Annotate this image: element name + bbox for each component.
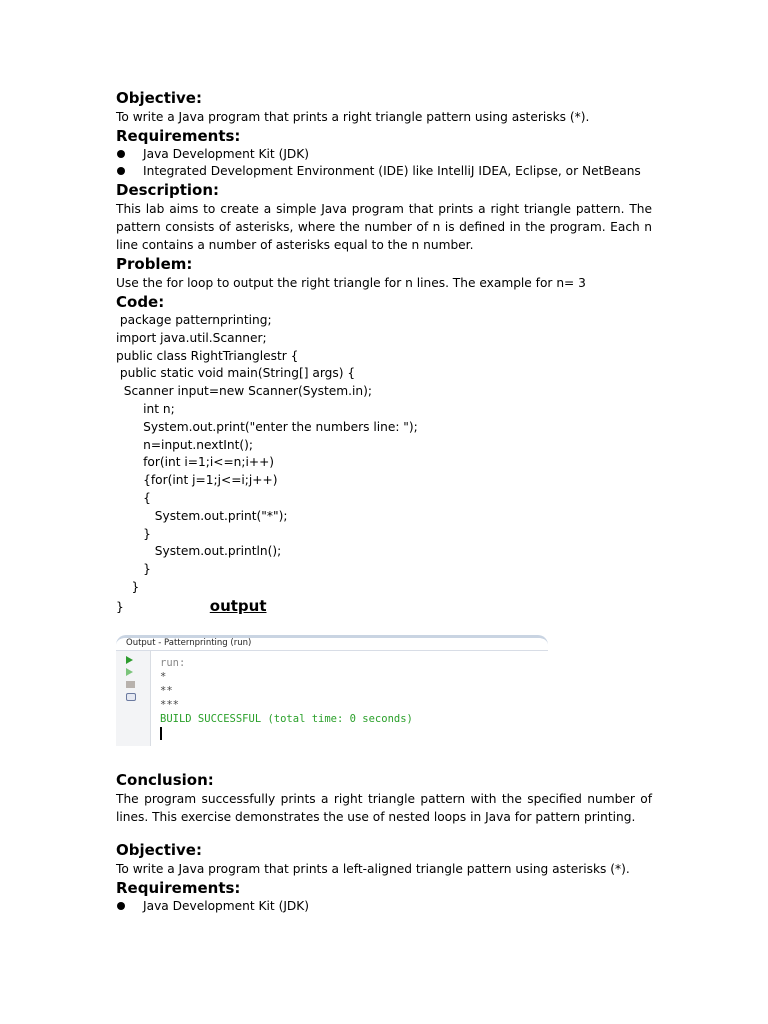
code-block — [116, 312, 652, 617]
code-line: } — [116, 579, 140, 594]
code-line: System.out.println(); — [116, 544, 282, 559]
problem-heading: Problem: — [116, 255, 193, 273]
console-line: *** — [160, 698, 179, 711]
code-line: n=input.nextInt(); — [116, 437, 253, 452]
requirements-heading: Requirements: — [116, 878, 241, 897]
rerun-with-params-icon — [126, 668, 133, 676]
code-line: {for(int j=1;j<=i;j++) — [116, 473, 278, 488]
code-line: public static void main(String[] args) { — [116, 366, 356, 381]
output-window-title: Output - Patternprinting (run) — [116, 638, 548, 651]
requirements-list — [116, 146, 652, 180]
code-line: import java.util.Scanner; — [116, 330, 267, 345]
console-line: run: — [160, 656, 186, 669]
code-closing-brace: } — [116, 599, 124, 614]
objective-heading: Objective: — [116, 840, 202, 859]
spacer — [116, 746, 652, 756]
bullet-icon — [117, 150, 125, 158]
code-heading: Code: — [116, 293, 165, 311]
document-page — [116, 88, 652, 915]
objective-text: To write a Java program that prints a right triangle pattern using asterisks (*). — [116, 110, 590, 124]
output-screenshot — [116, 635, 548, 746]
requirements-heading: Requirements: — [116, 127, 241, 145]
requirements-list — [116, 898, 652, 915]
requirement-item: Java Development Kit (JDK) — [116, 898, 652, 915]
code-line: System.out.print("enter the numbers line: "); — [116, 419, 418, 434]
code-line: Scanner input=new Scanner(System.in); — [116, 384, 373, 399]
code-line: for(int i=1;i<=n;i++) — [116, 455, 275, 470]
objective-heading: Objective: — [116, 89, 202, 107]
conclusion-text: The program successfully prints a right triangle pattern with the specified number of lines. This exercise demonstrates the use of nested loops in Java for pattern printing. — [116, 791, 652, 824]
bullet-icon — [117, 902, 125, 910]
code-line: public class RightTrianglestr { — [116, 348, 299, 363]
code-line: } — [116, 526, 151, 541]
code-line: int n; — [116, 401, 175, 416]
conclusion-heading: Conclusion: — [116, 770, 214, 789]
settings-icon — [126, 693, 136, 701]
rerun-icon — [126, 656, 133, 664]
code-line: package patternprinting; — [116, 313, 272, 327]
output-toolbar — [116, 651, 151, 746]
requirement-item: Integrated Development Environment (IDE) like IntelliJ IDEA, Eclipse, or NetBeans — [116, 163, 652, 180]
description-heading: Description: — [116, 181, 220, 199]
problem-text: Use the for loop to output the right triangle for n lines. The example for n= 3 — [116, 276, 586, 290]
description-text: This lab aims to create a simple Java program that prints a right triangle pattern. The pattern consists of asterisks, where the number of n is defined in the program. Each n line contains a number of asterisks equal to the n number. — [116, 202, 652, 252]
code-line: System.out.print("*"); — [116, 508, 288, 523]
console-line: ** — [160, 684, 173, 697]
output-label: output — [209, 596, 267, 615]
code-last-row — [116, 597, 652, 617]
bullet-icon — [117, 167, 125, 175]
console-output — [160, 656, 413, 740]
code-line: } — [116, 562, 151, 577]
objective-text: To write a Java program that prints a left-aligned triangle pattern using asterisks (*). — [116, 861, 630, 876]
text-caret — [160, 727, 162, 740]
requirement-item: Java Development Kit (JDK) — [116, 146, 652, 163]
stop-icon — [126, 681, 135, 688]
console-line: * — [160, 670, 167, 683]
console-line: BUILD SUCCESSFUL (total time: 0 seconds) — [160, 712, 413, 725]
code-line: { — [116, 490, 151, 505]
